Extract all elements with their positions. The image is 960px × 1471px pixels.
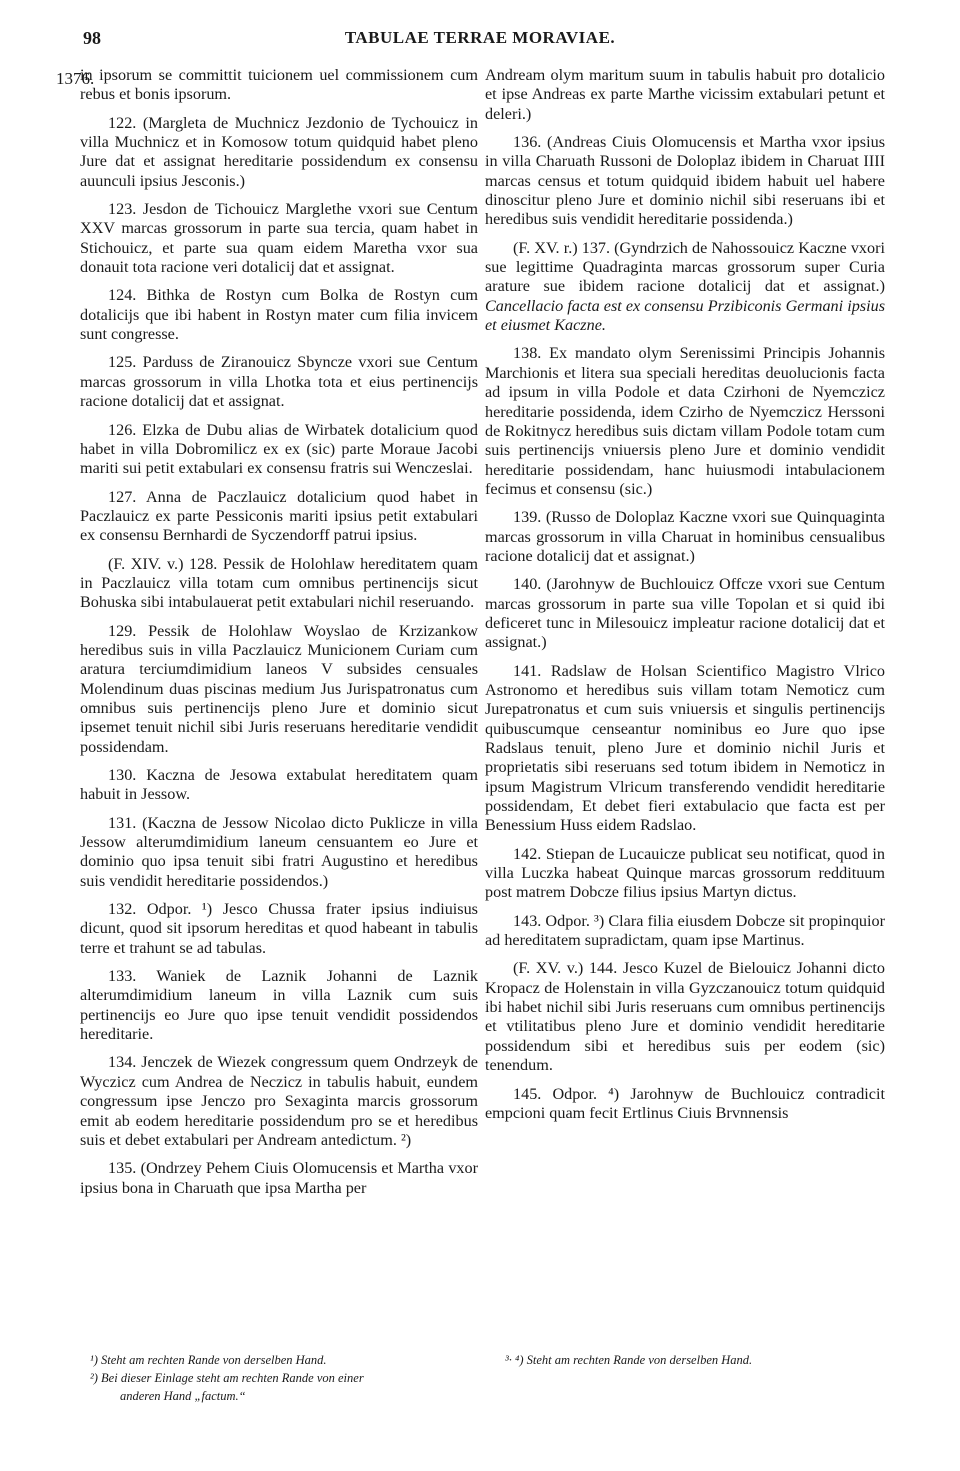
entry-paragraph xyxy=(80,114,478,191)
entry-text: Andream olym maritum suum in tabulis habuit pro dotalicio et ipse Andreas ex parte Marthe vicissim extabulari petunt et deleri.) xyxy=(485,66,885,123)
entry-text: 125. Parduss de Ziranouicz Sbyncze vxori sue Centum marcas grossorum in villa Lhotka tota et eius pertinencijs racione dotalicij dat et assignat. xyxy=(80,353,478,411)
entry-text: 139. (Russo de Doloplaz Kaczne vxori sue Quinquaginta marcas grossorum in villa Charuat in hominibus censualibus racione dotalicij dat et assignat.) xyxy=(485,508,885,565)
entry-text: 134. Jenczek de Wiezek congressum quem Ondrzeyk de Wyczicz cum Andrea de Neczicz in tabulis habuit, eundem congressum ipse Jenczo pro Sexaginta marcis grossorum emit ab eodem hereditarie possidendum pro se et heredibus suis et debet extabulari per Andream antedictum. ²) xyxy=(80,1053,478,1149)
entry-paragraph xyxy=(80,66,478,105)
entry-text: 132. Odpor. ¹) Jesco Chussa frater ipsius indiuisus dicunt, quod sit ipsorum hereditas et quod habeant in tabulis terre et trahunt se ad tabulas. xyxy=(80,900,478,957)
entry-text: 136. (Andreas Ciuis Olomucensis et Martha vxor ipsius in villa Charuath Russoni de Doloplaz ibidem in Charuat IIII marcas census et totum quidquid ibidem habuit uel habere dinoscitur pleno Jure et dominio nichil sibi reseruans ibi et heredibus suis vendidit hereditarie possidenda.) xyxy=(485,133,885,229)
page-number: 98 xyxy=(83,28,101,48)
entry-paragraph xyxy=(80,555,478,613)
entry-paragraph xyxy=(485,133,885,230)
entry-paragraph xyxy=(80,200,478,277)
entry-paragraph xyxy=(485,344,885,499)
entry-paragraph xyxy=(80,286,478,344)
entry-paragraph xyxy=(485,1085,885,1124)
entry-text: 123. Jesdon de Tichouicz Marglethe vxori sue Centum XXV marcas grossorum in parte sua tercia, quam habet in Stichouicz, et parte sua quam eidem Maretha vxor sua donauit tota racione veri dotalicij dat et assignat. xyxy=(80,200,478,277)
footnotes-right xyxy=(505,1351,885,1369)
entry-text: 131. (Kaczna de Jessow Nicolao dicto Puklicze in villa Jessow alterumdimidium laneum censuantem eo Jure et dominio quo ipsa tenuit sibi fratri Augustino et heredibus suis vendidit hereditarie possidendos.) xyxy=(80,813,478,890)
entry-paragraph xyxy=(80,1159,478,1198)
footnotes-left xyxy=(90,1351,480,1405)
entry-paragraph xyxy=(485,66,885,124)
entry-text: 133. Waniek de Laznik Johanni de Laznik alterumdimidium laneum in villa Laznik cum suis pertinencijs eo Jure quo ipse tenuit vendidit possidendos hereditarie. xyxy=(80,967,478,1044)
entry-paragraph xyxy=(80,967,478,1044)
entry-paragraph xyxy=(80,766,478,805)
entry-text: 126. Elzka de Dubu alias de Wirbatek dotalicium quod habet in villa Dobromilicz ex ex (sic) parte Moraue Jacobi mariti sui petit extabulari ex consensu fratris sui Wenczeslai. xyxy=(80,420,478,478)
entry-text: 127. Anna de Paczlauicz dotalicium quod habet in Paczlauicz ex parte Pessiconis mariti ipsius petit extabulari ex consensu Bernhardi de Syczendorff patrui ipsius. xyxy=(80,487,478,545)
left-column xyxy=(80,66,478,1207)
page-header xyxy=(0,28,960,52)
entry-paragraph xyxy=(80,488,478,546)
entry-paragraph xyxy=(485,239,885,336)
entry-text: 122. (Margleta de Muchnicz Jezdonio de Tychouicz in villa Muchnicz et in Komosow totum quidquid habet pleno Jure dat et assignat hereditarie possidendum ex consensu auunculi ipsius Jesconis.) xyxy=(80,113,478,190)
footnote-line: ¹) Steht am rechten Rande von derselben Hand. xyxy=(90,1353,327,1367)
footnote-line: anderen Hand „factum.“ xyxy=(120,1389,246,1403)
entry-paragraph xyxy=(80,900,478,958)
entry-paragraph xyxy=(80,622,478,757)
entry-text: 129. Pessik de Holohlaw Woyslao de Krzizankow heredibus suis in villa Paczlauicz Municionem Curiam cum aratura terciumdimidium laneos V subsides censuales Molendinum duas piscinas medium Jus Jurispatronatus cum omnibus suis pertinencijs pleno Jure et dominio sicut ipsemet tenuit nichil sibi Juris reseruans hereditarie vendidit possidendam. xyxy=(80,621,478,756)
entry-paragraph xyxy=(485,575,885,652)
footnote-line: ²) Bei dieser Einlage steht am rechten Rande von einer xyxy=(90,1371,364,1385)
entry-text: 142. Stiepan de Lucauicze publicat seu notificat, quod in villa Luczka habeat Quinque marcas grossorum reddituum post matrem Dobcze filius ipsius Martyn dictus. xyxy=(485,844,885,902)
entry-text: 130. Kaczna de Jesowa extabulat hereditatem quam habuit in Jessow. xyxy=(80,766,478,804)
footnote-line: ³· ⁴) Steht am rechten Rande von derselben Hand. xyxy=(505,1353,753,1367)
entry-paragraph xyxy=(485,912,885,951)
entry-text: (F. XV. r.) 137. (Gyndrzich de Nahossouicz Kaczne vxori sue legittime Quadraginta marcas grossorum super Curia arature sue ibidem racione dotalicij dat et assignat.) xyxy=(485,238,885,296)
entry-paragraph xyxy=(80,1053,478,1150)
entry-paragraph xyxy=(485,662,885,836)
entry-paragraph xyxy=(80,421,478,479)
entry-paragraph xyxy=(485,845,885,903)
entry-text: (F. XV. v.) 144. Jesco Kuzel de Bielouicz Johanni dicto Kropacz de Holenstain in villa Gyzczanouicz totum quidquid ibi habet nichil sibi Juris reseruans cum omnibus pertinencijs et vtilitatibus pleno Jure et dominio vendidit hereditarie possidendum sibi et heredibus suis per eodem (sic) tenendum. xyxy=(485,959,885,1075)
entry-text: (F. XIV. v.) 128. Pessik de Holohlaw hereditatem quam in Paczlauicz villa totam cum omnibus pertinencijs sicut Bohuska sibi intabulauerat petit extabulari nichil reseruando. xyxy=(80,554,478,612)
right-column xyxy=(485,66,885,1132)
entry-text: 124. Bithka de Rostyn cum Bolka de Rostyn cum dotalicijs que ibi habent in Rostyn mater cum filia invicem sunt congresse. xyxy=(80,286,478,344)
editorial-note: Cancellacio facta est ex consensu Przibiconis Germani ipsius et eiusmet Kaczne. xyxy=(485,296,885,335)
entry-text: 135. (Ondrzey Pehem Ciuis Olomucensis et Martha vxor ipsius bona in Charuath que ipsa Martha per xyxy=(80,1159,478,1197)
running-title: TABULAE TERRAE MORAVIAE. xyxy=(344,28,616,47)
entry-text: 141. Radslaw de Holsan Scientifico Magistro Vlrico Astronomo et heredibus suis villam totam Nemoticz cum Jurepatronatus et cum suis vniuersis et singulis pertinencijs quibuscumque censeantur nominibus eo Jure quo ipse Radslaus tenuit, pleno Jure et dominio nichil Juris et proprietatis sibi reseruans sed totum ibidem in Nemoticz in ipsum Magistrum Vlricum transferendo vendidit hereditarie possidendam, Et debet fieri extabulacio que facta est per Benessium Huss eidem Radslao. xyxy=(485,661,885,835)
entry-text: 138. Ex mandato olym Serenissimi Principis Johannis Marchionis et litera sua speciali hereditas deuolucionis facta ad ipsum in villa Podole et data Czirhoni de Nyemczicz hereditarie possidenda, idem Czirho de Nyemczicz Herssoni de Rokitnycz heredibus suis dictam villam Podole totam cum suis pertinencijs vniuersis pleno Jure et dominio vendidit hereditarie possidendam, hanc huiusmodi intabulacionem fecimus et consensu (sic.) xyxy=(485,344,885,498)
entry-text: 145. Odpor. ⁴) Jarohnyw de Buchlouicz contradicit empcioni quam fecit Ertlinus Ciuis Brvnnensis xyxy=(485,1084,885,1122)
entry-paragraph xyxy=(485,508,885,566)
entry-text: 140. (Jarohnyw de Buchlouicz Offcze vxori sue Centum marcas grossorum in parte sua ville Topolan et si quid ibi deficeret tunc in Milesouicz impleatur racione dotalicij dat et assignat.) xyxy=(485,575,885,652)
entry-text: 143. Odpor. ³) Clara filia eiusdem Dobcze sit propinquior ad hereditatem supradictam, quam ipse Martinus. xyxy=(485,911,885,950)
entry-paragraph xyxy=(80,353,478,411)
year-marker: 1376. xyxy=(56,69,95,88)
entry-text: in ipsorum se committit tuicionem uel commissionem cum rebus et bonis ipsorum. xyxy=(80,66,478,104)
entry-paragraph xyxy=(485,959,885,1075)
entry-paragraph xyxy=(80,814,478,891)
